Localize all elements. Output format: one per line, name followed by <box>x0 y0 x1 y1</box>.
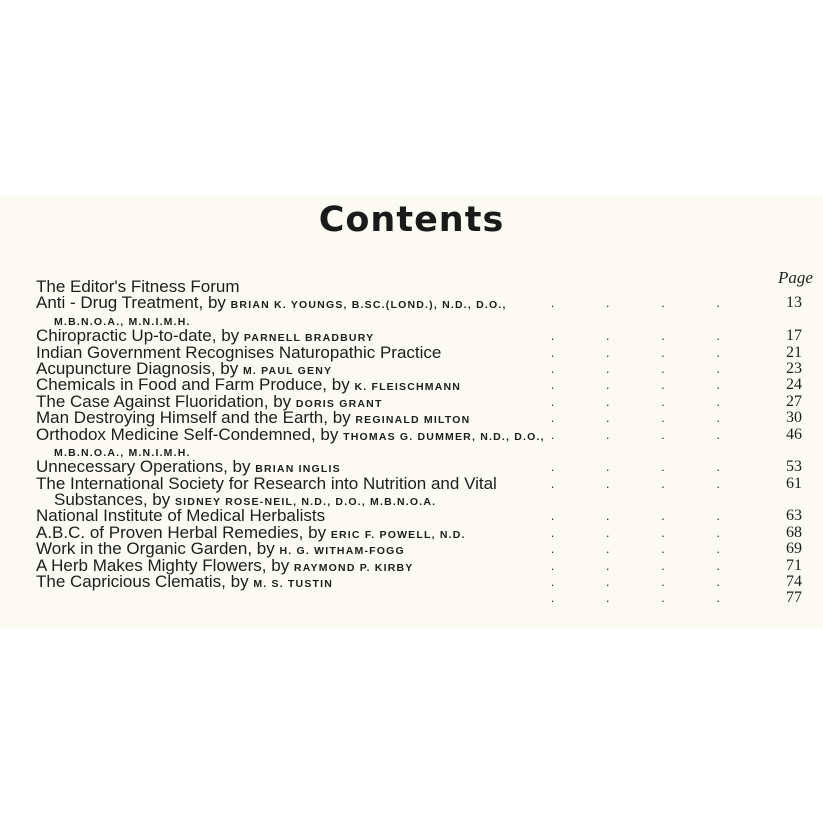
entry-by: by <box>315 424 344 444</box>
entry-title: Unnecessary Operations, <box>36 457 228 477</box>
entry-page-number: 71 <box>786 556 802 574</box>
entry-title: Substances, <box>54 490 148 510</box>
leader-dots: . . . . <box>550 541 744 557</box>
leader-dots: . . . . <box>550 377 744 393</box>
entry-by: by <box>225 572 254 592</box>
entry-page-number: 24 <box>786 376 802 394</box>
entry-title: The International Society for Research into Nutrition and Vital <box>36 473 497 493</box>
leader-dots: . . . . <box>550 328 744 344</box>
contents-entry <box>36 424 802 444</box>
entry-author: M. PAUL GENY <box>242 364 333 377</box>
entry-author: THOMAS G. DUMMER, N.D., D.O., <box>343 430 545 443</box>
leader-dots: . . . . <box>550 393 744 409</box>
entry-author: K. FLEISCHMANN <box>354 381 462 394</box>
entry-page-number: 17 <box>786 327 802 345</box>
contents-list <box>36 279 802 607</box>
entry-by: by <box>215 358 243 378</box>
entry-title: A.B.C. of Proven Herbal Remedies, <box>36 522 304 542</box>
entry-title: Indian Government Recognises Naturopathic Practice <box>36 342 442 362</box>
entry-title: The Case Against Fluoridation, <box>36 391 269 411</box>
entry-author: BRIAN K. YOUNGS, B.SC.(LOND.), N.D., D.O., <box>230 299 507 312</box>
leader-dots: . . . . <box>550 475 744 491</box>
entry-by: by <box>266 555 294 575</box>
entry-title: Chemicals in Food and Farm Produce, <box>36 375 328 395</box>
entry-by: by <box>252 539 280 559</box>
entry-page-number: 68 <box>786 523 802 541</box>
entry-page-number: 53 <box>786 458 802 476</box>
entry-title: The Capricious Clematis, <box>36 572 226 592</box>
leader-dots: . . . . <box>550 426 744 442</box>
entry-by: by <box>327 408 356 428</box>
contents-entry <box>36 590 802 606</box>
entry-title: Orthodox Medicine Self-Condemned, <box>36 424 316 444</box>
entry-title: Anti - Drug Treatment, <box>36 293 204 313</box>
leader-dots: . . . . <box>550 295 744 311</box>
entry-author: DORIS GRANT <box>295 397 383 410</box>
entry-by: by <box>147 490 175 510</box>
entry-page-number: 27 <box>786 392 802 410</box>
entry-title: Work in the Organic Garden, <box>36 539 253 559</box>
entry-title: Acupuncture Diagnosis, <box>36 358 216 378</box>
entry-page-number: 46 <box>786 425 802 443</box>
entry-by: by <box>327 375 355 395</box>
entry-title: The Editor's Fitness Forum <box>36 277 240 296</box>
entry-author: PARNELL BRADBURY <box>243 332 375 345</box>
contents-entry <box>36 295 802 311</box>
entry-page-number: 30 <box>786 409 802 427</box>
contents-entry <box>36 574 802 590</box>
entry-title: A Herb Makes Mighty Flowers, <box>36 555 267 575</box>
entry-by: by <box>227 457 256 477</box>
leader-dots: . . . . <box>550 508 744 524</box>
entry-author: RAYMOND P. KIRBY <box>293 561 414 574</box>
leader-dots: . . . . <box>550 590 744 606</box>
leader-dots: . . . . <box>550 524 744 540</box>
entry-title: Man Destroying Himself and the Earth, <box>36 408 328 428</box>
leader-dots: . . . . <box>550 344 744 360</box>
entry-page-number: 69 <box>786 540 802 558</box>
entry-author: ERIC F. POWELL, N.D. <box>330 528 466 541</box>
entry-author: REGINALD MILTON <box>355 414 471 427</box>
entry-author: M.B.N.O.A., M.N.I.M.H. <box>54 315 191 328</box>
entry-author: M.B.N.O.A., M.N.I.M.H. <box>54 446 191 459</box>
leader-dots: . . . . <box>550 410 744 426</box>
entry-title: National Institute of Medical Herbalists <box>36 506 326 526</box>
page-column-header: Page <box>778 268 813 287</box>
page-title: Contents <box>318 200 505 240</box>
entry-author: BRIAN INGLIS <box>255 463 341 476</box>
entry-by: by <box>216 326 244 346</box>
entry-page-number: 23 <box>786 359 802 377</box>
leader-dots: . . . . <box>550 557 744 573</box>
leader-dots: . . . . <box>550 574 744 590</box>
entry-author: H. G. WITHAM-FOGG <box>279 545 405 558</box>
entry-title: Chiropractic Up-to-date, <box>36 326 217 346</box>
entry-by: by <box>203 293 231 313</box>
entry-by: by <box>268 391 296 411</box>
entry-page-number: 63 <box>786 507 802 525</box>
entry-by: by <box>303 522 331 542</box>
leader-dots: . . . . <box>550 459 744 475</box>
entry-page-number: 61 <box>786 474 802 492</box>
entry-author: SIDNEY ROSE-NEIL, N.D., D.O., M.B.N.O.A. <box>174 496 437 509</box>
entry-page-number: 21 <box>786 343 802 361</box>
entry-page-number: 77 <box>786 589 802 607</box>
entry-page-number: 74 <box>786 573 802 591</box>
entry-page-number: 13 <box>786 294 802 312</box>
leader-dots: . . . . <box>550 360 744 376</box>
entry-author: M. S. TUSTIN <box>253 578 334 591</box>
